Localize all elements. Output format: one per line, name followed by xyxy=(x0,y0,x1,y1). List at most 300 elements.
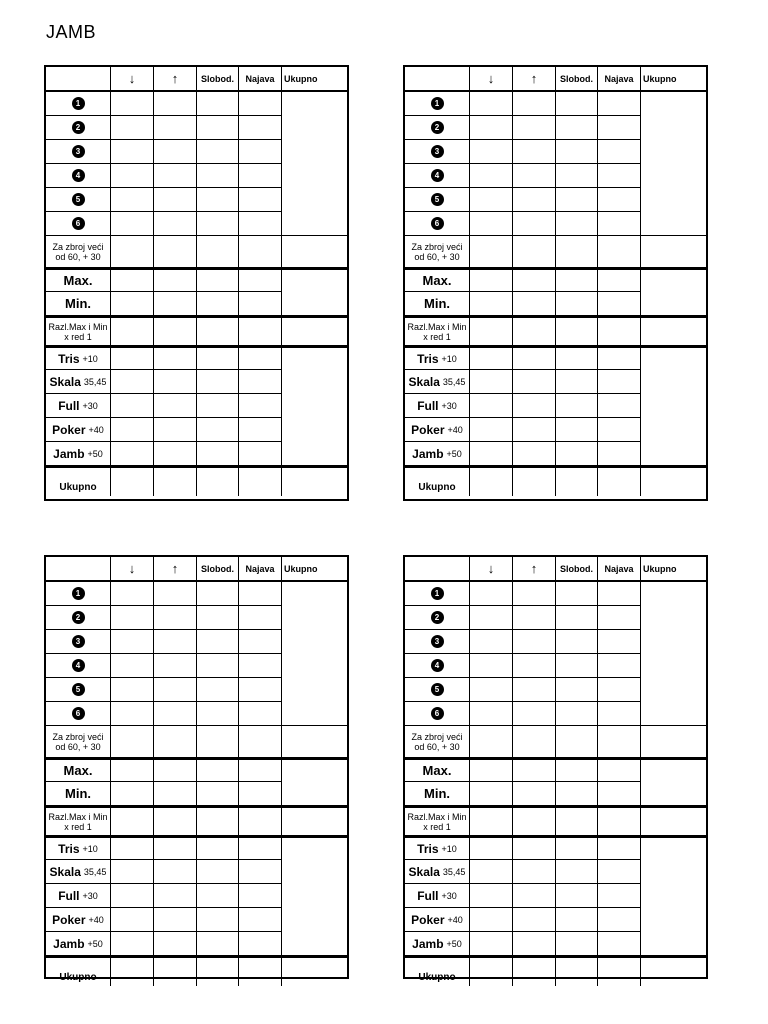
score-cell[interactable] xyxy=(598,836,641,860)
number-row-label xyxy=(46,116,111,140)
score-cell[interactable] xyxy=(239,654,282,678)
score-cell[interactable] xyxy=(154,654,197,678)
score-cell[interactable] xyxy=(513,726,556,758)
score-cell[interactable] xyxy=(513,370,556,394)
score-cell[interactable] xyxy=(556,908,598,932)
score-cell[interactable] xyxy=(239,418,282,442)
score-cell[interactable] xyxy=(197,370,239,394)
score-cell[interactable] xyxy=(239,268,282,292)
score-cell[interactable] xyxy=(154,268,197,292)
score-cell[interactable] xyxy=(154,346,197,370)
score-cell[interactable] xyxy=(598,884,641,908)
section-total-cell[interactable] xyxy=(641,582,706,726)
score-cell[interactable] xyxy=(197,140,239,164)
score-cell[interactable] xyxy=(556,292,598,316)
score-cell[interactable] xyxy=(598,678,641,702)
header-label-cell xyxy=(46,67,111,92)
bonus-total-cell[interactable] xyxy=(282,236,347,268)
score-cell[interactable] xyxy=(513,466,556,496)
bonus-total-cell[interactable] xyxy=(641,236,706,268)
score-cell[interactable] xyxy=(239,782,282,806)
score-cell[interactable] xyxy=(470,654,513,678)
score-cell[interactable] xyxy=(197,932,239,956)
score-cell[interactable] xyxy=(239,92,282,116)
score-cell[interactable] xyxy=(470,860,513,884)
sum-label: Ukupno xyxy=(59,971,97,983)
score-cell[interactable] xyxy=(598,268,641,292)
score-cell[interactable] xyxy=(197,630,239,654)
score-cell[interactable] xyxy=(197,726,239,758)
score-cell[interactable] xyxy=(154,726,197,758)
score-cell[interactable] xyxy=(154,702,197,726)
score-cell[interactable] xyxy=(513,116,556,140)
score-cell[interactable] xyxy=(598,860,641,884)
score-cell[interactable] xyxy=(111,292,154,316)
score-cell[interactable] xyxy=(470,268,513,292)
score-cell[interactable] xyxy=(513,782,556,806)
score-cell[interactable] xyxy=(111,140,154,164)
score-cell[interactable] xyxy=(598,908,641,932)
score-cell[interactable] xyxy=(154,140,197,164)
score-cell[interactable] xyxy=(513,212,556,236)
score-cell[interactable] xyxy=(598,370,641,394)
score-cell[interactable] xyxy=(513,346,556,370)
score-cell[interactable] xyxy=(556,442,598,466)
score-cell[interactable] xyxy=(197,346,239,370)
score-cell[interactable] xyxy=(556,806,598,836)
score-cell[interactable] xyxy=(556,860,598,884)
score-cell[interactable] xyxy=(513,418,556,442)
score-cell[interactable] xyxy=(470,292,513,316)
header-label-cell xyxy=(405,557,470,582)
sum-label: Ukupno xyxy=(59,481,97,493)
score-cell[interactable] xyxy=(556,268,598,292)
score-cell[interactable] xyxy=(513,908,556,932)
score-cell[interactable] xyxy=(154,630,197,654)
score-cell[interactable] xyxy=(111,116,154,140)
score-cell[interactable] xyxy=(470,678,513,702)
score-cell[interactable] xyxy=(197,782,239,806)
score-cell[interactable] xyxy=(470,212,513,236)
score-cell[interactable] xyxy=(239,806,282,836)
score-cell[interactable] xyxy=(470,418,513,442)
score-cell[interactable] xyxy=(111,884,154,908)
score-cell[interactable] xyxy=(239,212,282,236)
combo-label xyxy=(46,418,111,442)
score-cell[interactable] xyxy=(111,932,154,956)
score-cell[interactable] xyxy=(111,836,154,860)
score-cell[interactable] xyxy=(556,606,598,630)
score-cell[interactable] xyxy=(513,394,556,418)
score-cell[interactable] xyxy=(239,346,282,370)
header-announce: Najava xyxy=(239,67,282,92)
score-cell[interactable] xyxy=(197,678,239,702)
score-cell[interactable] xyxy=(470,702,513,726)
score-cell[interactable] xyxy=(154,908,197,932)
combo-total-cell[interactable] xyxy=(282,836,347,956)
score-cell[interactable] xyxy=(111,758,154,782)
score-cell[interactable] xyxy=(111,702,154,726)
score-cell[interactable] xyxy=(111,370,154,394)
score-cell[interactable] xyxy=(470,316,513,346)
score-cell[interactable] xyxy=(556,140,598,164)
score-cell[interactable] xyxy=(513,932,556,956)
score-cell[interactable] xyxy=(598,188,641,212)
score-cell[interactable] xyxy=(556,956,598,986)
number-row-label xyxy=(46,582,111,606)
score-cell[interactable] xyxy=(197,806,239,836)
maxmin-total-cell[interactable] xyxy=(282,268,347,316)
score-cell[interactable] xyxy=(556,630,598,654)
score-cell[interactable] xyxy=(154,418,197,442)
score-grid xyxy=(405,557,706,986)
bonus-total-cell[interactable] xyxy=(641,726,706,758)
score-cell[interactable] xyxy=(598,932,641,956)
grand-total-cell[interactable] xyxy=(641,956,706,986)
score-cell[interactable] xyxy=(197,316,239,346)
score-cell[interactable] xyxy=(111,442,154,466)
score-cell[interactable] xyxy=(197,212,239,236)
score-cell[interactable] xyxy=(197,956,239,986)
score-cell[interactable] xyxy=(154,316,197,346)
score-cell[interactable] xyxy=(239,370,282,394)
score-cell[interactable] xyxy=(111,582,154,606)
score-cell[interactable] xyxy=(470,884,513,908)
score-cell[interactable] xyxy=(154,394,197,418)
score-cell[interactable] xyxy=(556,92,598,116)
score-cell[interactable] xyxy=(197,188,239,212)
score-cell[interactable] xyxy=(513,316,556,346)
score-cell[interactable] xyxy=(111,212,154,236)
score-cell[interactable] xyxy=(111,782,154,806)
score-cell[interactable] xyxy=(556,466,598,496)
score-cell[interactable] xyxy=(556,394,598,418)
score-cell[interactable] xyxy=(111,678,154,702)
number-row-label xyxy=(405,212,470,236)
score-cell[interactable] xyxy=(470,932,513,956)
score-cell[interactable] xyxy=(197,442,239,466)
score-cell[interactable] xyxy=(154,758,197,782)
score-cell[interactable] xyxy=(197,418,239,442)
bonus-label-text xyxy=(52,732,103,752)
score-cell[interactable] xyxy=(197,582,239,606)
score-cell[interactable] xyxy=(239,292,282,316)
bonus-line-2: od 60, + 30 xyxy=(55,251,101,262)
combo-total-cell[interactable] xyxy=(641,836,706,956)
score-cell[interactable] xyxy=(513,236,556,268)
score-cell[interactable] xyxy=(239,678,282,702)
difference-label-text xyxy=(407,322,466,342)
score-cell[interactable] xyxy=(111,956,154,986)
score-cell[interactable] xyxy=(513,836,556,860)
score-cell[interactable] xyxy=(598,236,641,268)
score-cell[interactable] xyxy=(513,92,556,116)
score-cell[interactable] xyxy=(513,582,556,606)
score-cell[interactable] xyxy=(556,582,598,606)
bonus-total-cell[interactable] xyxy=(282,726,347,758)
score-cell[interactable] xyxy=(470,606,513,630)
score-cell[interactable] xyxy=(513,630,556,654)
score-cell[interactable] xyxy=(556,836,598,860)
score-cell[interactable] xyxy=(111,466,154,496)
score-cell[interactable] xyxy=(154,442,197,466)
score-cell[interactable] xyxy=(154,292,197,316)
score-cell[interactable] xyxy=(111,908,154,932)
score-cell[interactable] xyxy=(239,606,282,630)
score-cell[interactable] xyxy=(197,884,239,908)
combo-total-cell[interactable] xyxy=(282,346,347,466)
score-cell[interactable] xyxy=(111,268,154,292)
score-cell[interactable] xyxy=(239,860,282,884)
score-cell[interactable] xyxy=(598,442,641,466)
number-row-label xyxy=(46,678,111,702)
score-cell[interactable] xyxy=(598,654,641,678)
score-cell[interactable] xyxy=(197,236,239,268)
score-cell[interactable] xyxy=(239,466,282,496)
score-cell[interactable] xyxy=(470,140,513,164)
score-cell[interactable] xyxy=(111,654,154,678)
score-cell[interactable] xyxy=(239,164,282,188)
score-cell[interactable] xyxy=(154,370,197,394)
difference-total-cell[interactable] xyxy=(282,806,347,836)
score-cell[interactable] xyxy=(154,164,197,188)
score-cell[interactable] xyxy=(154,466,197,496)
score-cell[interactable] xyxy=(470,726,513,758)
score-cell[interactable] xyxy=(470,92,513,116)
score-cell[interactable] xyxy=(556,164,598,188)
number-row-label xyxy=(46,92,111,116)
score-cell[interactable] xyxy=(197,268,239,292)
number-row-label xyxy=(405,116,470,140)
score-cell[interactable] xyxy=(154,806,197,836)
score-cell[interactable] xyxy=(154,212,197,236)
score-cell[interactable] xyxy=(598,346,641,370)
score-cell[interactable] xyxy=(154,236,197,268)
score-cell[interactable] xyxy=(154,884,197,908)
score-cell[interactable] xyxy=(556,726,598,758)
score-cell[interactable] xyxy=(598,806,641,836)
score-cell[interactable] xyxy=(556,188,598,212)
score-cell[interactable] xyxy=(470,236,513,268)
maxmin-total-cell[interactable] xyxy=(282,758,347,806)
score-cell[interactable] xyxy=(111,806,154,836)
score-cell[interactable] xyxy=(513,654,556,678)
score-cell[interactable] xyxy=(556,236,598,268)
score-cell[interactable] xyxy=(239,582,282,606)
score-cell[interactable] xyxy=(470,370,513,394)
combo-label xyxy=(46,836,111,860)
score-cell[interactable] xyxy=(197,908,239,932)
score-cell[interactable] xyxy=(239,236,282,268)
maxmin-total-cell[interactable] xyxy=(641,758,706,806)
grand-total-cell[interactable] xyxy=(282,466,347,496)
score-cell[interactable] xyxy=(239,630,282,654)
score-cell[interactable] xyxy=(598,292,641,316)
difference-total-cell[interactable] xyxy=(641,806,706,836)
score-cell[interactable] xyxy=(239,140,282,164)
score-cell[interactable] xyxy=(598,758,641,782)
score-cell[interactable] xyxy=(513,442,556,466)
dice-6-icon: 6 xyxy=(431,217,444,230)
score-cell[interactable] xyxy=(598,582,641,606)
score-cell[interactable] xyxy=(239,836,282,860)
score-cell[interactable] xyxy=(513,678,556,702)
score-cell[interactable] xyxy=(598,418,641,442)
combo-total-cell[interactable] xyxy=(641,346,706,466)
score-cell[interactable] xyxy=(513,292,556,316)
score-cell[interactable] xyxy=(556,702,598,726)
score-cell[interactable] xyxy=(556,758,598,782)
score-cell[interactable] xyxy=(556,884,598,908)
score-cell[interactable] xyxy=(154,188,197,212)
score-cell[interactable] xyxy=(470,164,513,188)
score-cell[interactable] xyxy=(197,606,239,630)
score-cell[interactable] xyxy=(154,956,197,986)
score-cell[interactable] xyxy=(239,188,282,212)
score-cell[interactable] xyxy=(239,956,282,986)
score-cell[interactable] xyxy=(197,292,239,316)
score-cell[interactable] xyxy=(154,860,197,884)
score-cell[interactable] xyxy=(197,116,239,140)
score-cell[interactable] xyxy=(513,758,556,782)
score-cell[interactable] xyxy=(239,932,282,956)
score-cell[interactable] xyxy=(556,370,598,394)
section-total-cell[interactable] xyxy=(282,582,347,726)
score-cell[interactable] xyxy=(556,782,598,806)
score-cell[interactable] xyxy=(470,758,513,782)
score-cell[interactable] xyxy=(470,466,513,496)
score-cell[interactable] xyxy=(513,702,556,726)
score-cell[interactable] xyxy=(111,726,154,758)
score-cell[interactable] xyxy=(556,346,598,370)
score-cell[interactable] xyxy=(239,726,282,758)
sum-label-cell xyxy=(46,466,111,496)
score-cell[interactable] xyxy=(598,164,641,188)
score-cell[interactable] xyxy=(470,908,513,932)
score-cell[interactable] xyxy=(513,140,556,164)
score-cell[interactable] xyxy=(556,212,598,236)
score-cell[interactable] xyxy=(598,466,641,496)
score-cell[interactable] xyxy=(111,346,154,370)
grand-total-cell[interactable] xyxy=(282,956,347,986)
score-cell[interactable] xyxy=(598,394,641,418)
score-cell[interactable] xyxy=(111,418,154,442)
score-cell[interactable] xyxy=(470,836,513,860)
score-cell[interactable] xyxy=(598,92,641,116)
score-cell[interactable] xyxy=(556,116,598,140)
score-cell[interactable] xyxy=(598,956,641,986)
score-cell[interactable] xyxy=(111,236,154,268)
score-cell[interactable] xyxy=(470,346,513,370)
score-cell[interactable] xyxy=(556,932,598,956)
score-cell[interactable] xyxy=(598,140,641,164)
score-cell[interactable] xyxy=(197,758,239,782)
bonus-line-1: Za zbroj veći xyxy=(411,241,463,252)
score-cell[interactable] xyxy=(111,188,154,212)
score-cell[interactable] xyxy=(513,606,556,630)
score-cell[interactable] xyxy=(598,212,641,236)
difference-total-cell[interactable] xyxy=(641,316,706,346)
score-cell[interactable] xyxy=(513,268,556,292)
score-cell[interactable] xyxy=(111,316,154,346)
score-cell[interactable] xyxy=(111,92,154,116)
score-cell[interactable] xyxy=(197,164,239,188)
score-cell[interactable] xyxy=(556,654,598,678)
score-cell[interactable] xyxy=(154,92,197,116)
score-cell[interactable] xyxy=(470,956,513,986)
score-cell[interactable] xyxy=(239,442,282,466)
score-cell[interactable] xyxy=(470,188,513,212)
score-cell[interactable] xyxy=(239,758,282,782)
score-cell[interactable] xyxy=(513,188,556,212)
score-cell[interactable] xyxy=(197,466,239,496)
score-cell[interactable] xyxy=(154,782,197,806)
score-cell[interactable] xyxy=(513,164,556,188)
score-cell[interactable] xyxy=(598,606,641,630)
score-cell[interactable] xyxy=(239,394,282,418)
score-cell[interactable] xyxy=(556,678,598,702)
score-cell[interactable] xyxy=(239,884,282,908)
score-cell[interactable] xyxy=(111,164,154,188)
score-cell[interactable] xyxy=(239,116,282,140)
score-cell[interactable] xyxy=(598,726,641,758)
score-cell[interactable] xyxy=(197,836,239,860)
score-cell[interactable] xyxy=(154,116,197,140)
score-cell[interactable] xyxy=(598,630,641,654)
score-cell[interactable] xyxy=(154,932,197,956)
score-cell[interactable] xyxy=(513,884,556,908)
score-cell[interactable] xyxy=(598,316,641,346)
score-cell[interactable] xyxy=(470,582,513,606)
score-cell[interactable] xyxy=(111,630,154,654)
score-cell[interactable] xyxy=(111,394,154,418)
score-cell[interactable] xyxy=(154,606,197,630)
score-cell[interactable] xyxy=(470,442,513,466)
score-cell[interactable] xyxy=(470,116,513,140)
grand-total-cell[interactable] xyxy=(641,466,706,496)
score-cell[interactable] xyxy=(556,418,598,442)
score-cell[interactable] xyxy=(111,606,154,630)
score-cell[interactable] xyxy=(556,316,598,346)
score-cell[interactable] xyxy=(154,836,197,860)
score-cell[interactable] xyxy=(239,316,282,346)
maxmin-total-cell[interactable] xyxy=(641,268,706,316)
difference-total-cell[interactable] xyxy=(282,316,347,346)
score-cell[interactable] xyxy=(513,860,556,884)
score-cell[interactable] xyxy=(470,806,513,836)
score-cell[interactable] xyxy=(197,702,239,726)
score-cell[interactable] xyxy=(111,860,154,884)
score-cell[interactable] xyxy=(197,394,239,418)
score-cell[interactable] xyxy=(154,582,197,606)
score-cell[interactable] xyxy=(470,782,513,806)
score-cell[interactable] xyxy=(239,702,282,726)
section-total-cell[interactable] xyxy=(641,92,706,236)
score-cell[interactable] xyxy=(470,394,513,418)
score-cell[interactable] xyxy=(197,860,239,884)
score-cell[interactable] xyxy=(598,782,641,806)
score-cell[interactable] xyxy=(598,702,641,726)
score-cell[interactable] xyxy=(470,630,513,654)
score-cell[interactable] xyxy=(598,116,641,140)
score-cell[interactable] xyxy=(513,956,556,986)
score-cell[interactable] xyxy=(154,678,197,702)
score-cell[interactable] xyxy=(197,654,239,678)
score-cell[interactable] xyxy=(239,908,282,932)
score-cell[interactable] xyxy=(197,92,239,116)
score-cell[interactable] xyxy=(513,806,556,836)
section-total-cell[interactable] xyxy=(282,92,347,236)
